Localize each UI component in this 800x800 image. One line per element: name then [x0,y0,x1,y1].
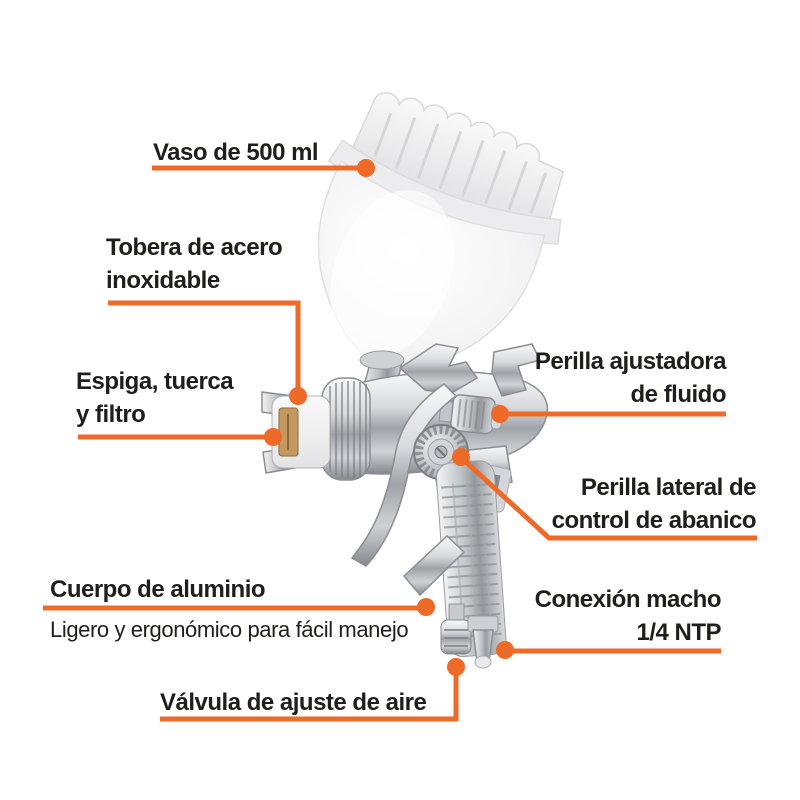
label-vaso-text: Vaso de 500 ml [153,139,319,166]
label-espiga-line2: y filtro [76,401,146,428]
callout-dot-cuerpo [417,598,435,616]
callout-dot-tobera [289,387,307,405]
nozzle-ring-ribs [330,381,366,478]
label-valvula [160,686,426,719]
label-tobera [106,231,282,297]
label-perilla-fluido [535,345,726,411]
callout-dot-vaso [357,159,375,177]
label-perilla-abanico-line2: control de abanico [551,507,756,534]
callout-dot-conexion [496,641,514,659]
cup-stem-nut [360,351,404,369]
label-espiga-line1: Espiga, tuerca [76,368,234,395]
callout-dot-perilla-abanico [452,448,470,466]
label-tobera-line2: inoxidable [106,267,220,294]
label-cuerpo-subtitle: Ligero y ergonómico para fácil manejo [50,617,409,642]
label-tobera-line1: Tobera de acero [106,234,283,261]
label-valvula-text: Válvula de ajuste de aire [160,689,427,716]
label-cuerpo [50,573,408,645]
label-vaso [153,136,318,169]
callout-dot-espiga [264,428,282,446]
label-cuerpo-title: Cuerpo de aluminio [50,576,266,603]
label-conexion [535,583,721,649]
label-perilla-fluido-line1: Perilla ajustadora [534,348,726,375]
label-conexion-line1: Conexión macho [534,586,721,613]
label-espiga [76,365,233,431]
label-conexion-line2: 1/4 NTP [636,619,721,646]
label-perilla-abanico [552,471,756,537]
callout-dot-perilla-fluido [491,405,509,423]
label-perilla-fluido-line2: de fluido [630,381,726,408]
label-perilla-abanico-line1: Perilla lateral de [580,474,756,501]
callout-dot-valvula [447,658,465,676]
